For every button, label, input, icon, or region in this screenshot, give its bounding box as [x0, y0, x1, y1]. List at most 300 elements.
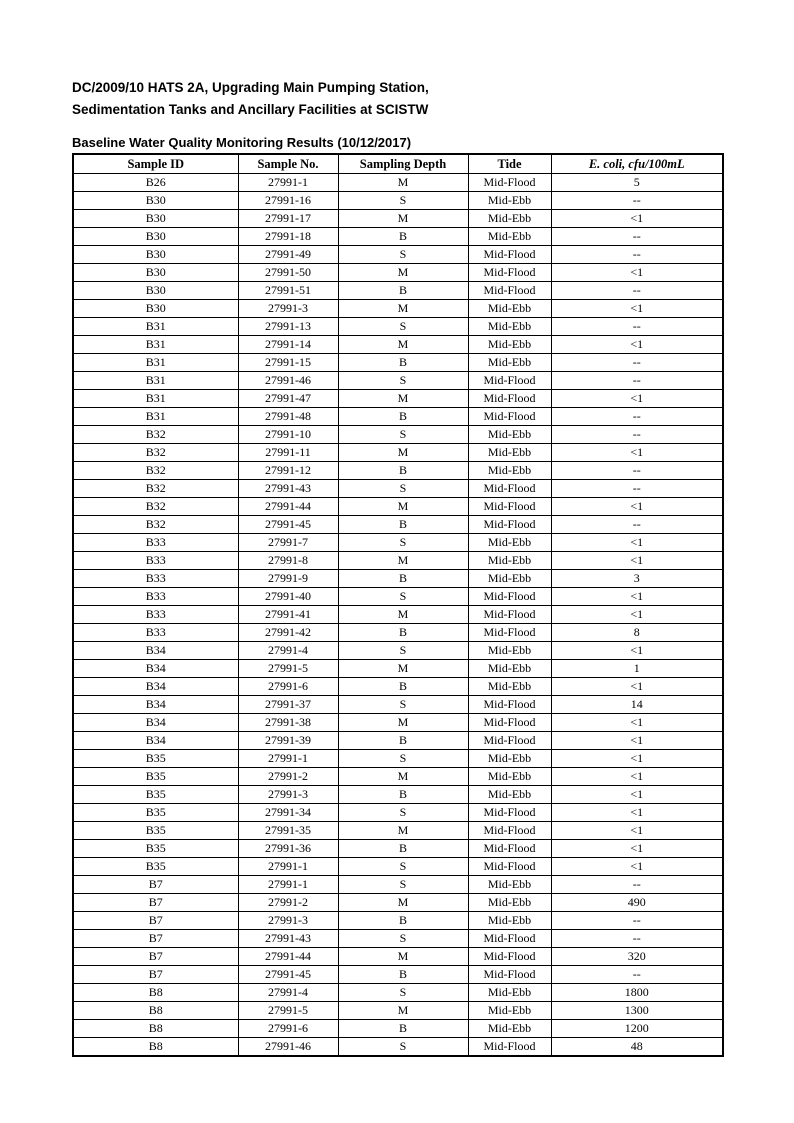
cell-ecoli: <1 [551, 822, 723, 840]
cell-ecoli: -- [551, 246, 723, 264]
cell-tide: Mid-Ebb [468, 786, 551, 804]
cell-sampling-depth: S [338, 750, 468, 768]
cell-sample-no: 27991-43 [238, 930, 338, 948]
cell-sample-id: B8 [73, 1002, 238, 1020]
cell-sampling-depth: M [338, 390, 468, 408]
table-row [73, 426, 723, 444]
cell-ecoli: 48 [551, 1038, 723, 1057]
table-row [73, 552, 723, 570]
cell-sample-no: 27991-2 [238, 894, 338, 912]
cell-sample-id: B35 [73, 840, 238, 858]
cell-sample-no: 27991-1 [238, 858, 338, 876]
cell-tide: Mid-Ebb [468, 660, 551, 678]
cell-tide: Mid-Flood [468, 948, 551, 966]
table-row [73, 606, 723, 624]
cell-sample-no: 27991-5 [238, 1002, 338, 1020]
cell-sample-id: B32 [73, 516, 238, 534]
cell-sample-id: B33 [73, 588, 238, 606]
document-title-line-2: Sedimentation Tanks and Ancillary Facilities at SCISTW [72, 101, 429, 117]
cell-sample-no: 27991-8 [238, 552, 338, 570]
cell-ecoli: <1 [551, 498, 723, 516]
table-row [73, 912, 723, 930]
table-row [73, 462, 723, 480]
table-row [73, 660, 723, 678]
cell-sample-id: B31 [73, 318, 238, 336]
cell-ecoli: <1 [551, 732, 723, 750]
cell-sample-id: B26 [73, 174, 238, 192]
cell-sampling-depth: M [338, 660, 468, 678]
cell-sample-id: B35 [73, 822, 238, 840]
cell-sample-no: 27991-40 [238, 588, 338, 606]
table-row [73, 876, 723, 894]
cell-sample-no: 27991-9 [238, 570, 338, 588]
table-row [73, 300, 723, 318]
column-header-sample-id: Sample ID [73, 154, 238, 174]
cell-ecoli: -- [551, 354, 723, 372]
cell-sample-id: B30 [73, 228, 238, 246]
cell-sample-id: B34 [73, 696, 238, 714]
cell-sample-no: 27991-42 [238, 624, 338, 642]
table-row [73, 678, 723, 696]
cell-sample-no: 27991-5 [238, 660, 338, 678]
cell-ecoli: <1 [551, 678, 723, 696]
cell-ecoli: <1 [551, 552, 723, 570]
table-row [73, 948, 723, 966]
cell-ecoli: 320 [551, 948, 723, 966]
cell-sample-id: B7 [73, 966, 238, 984]
cell-sample-id: B34 [73, 714, 238, 732]
cell-ecoli: <1 [551, 336, 723, 354]
cell-ecoli: -- [551, 876, 723, 894]
cell-sample-id: B33 [73, 552, 238, 570]
cell-ecoli: <1 [551, 714, 723, 732]
table-row [73, 390, 723, 408]
document-title [72, 77, 722, 120]
cell-sampling-depth: S [338, 1038, 468, 1057]
cell-sample-id: B35 [73, 786, 238, 804]
cell-sample-id: B7 [73, 894, 238, 912]
cell-sample-no: 27991-12 [238, 462, 338, 480]
cell-sample-no: 27991-3 [238, 786, 338, 804]
cell-tide: Mid-Flood [468, 624, 551, 642]
cell-ecoli: <1 [551, 210, 723, 228]
cell-ecoli: 8 [551, 624, 723, 642]
cell-sample-id: B34 [73, 660, 238, 678]
cell-sampling-depth: B [338, 228, 468, 246]
table-row [73, 966, 723, 984]
cell-sample-id: B32 [73, 444, 238, 462]
cell-tide: Mid-Ebb [468, 678, 551, 696]
cell-sample-no: 27991-45 [238, 966, 338, 984]
cell-ecoli: <1 [551, 804, 723, 822]
cell-sample-no: 27991-39 [238, 732, 338, 750]
table-row [73, 372, 723, 390]
cell-tide: Mid-Ebb [468, 426, 551, 444]
table-row [73, 786, 723, 804]
cell-sampling-depth: M [338, 948, 468, 966]
cell-sample-id: B35 [73, 750, 238, 768]
cell-ecoli: <1 [551, 786, 723, 804]
table-row [73, 210, 723, 228]
cell-ecoli: 1 [551, 660, 723, 678]
cell-sampling-depth: M [338, 498, 468, 516]
cell-ecoli: <1 [551, 606, 723, 624]
cell-tide: Mid-Flood [468, 966, 551, 984]
cell-sample-no: 27991-51 [238, 282, 338, 300]
cell-sample-no: 27991-15 [238, 354, 338, 372]
cell-sample-no: 27991-1 [238, 876, 338, 894]
cell-sample-no: 27991-34 [238, 804, 338, 822]
cell-sample-no: 27991-46 [238, 1038, 338, 1057]
cell-sampling-depth: M [338, 264, 468, 282]
cell-sample-id: B32 [73, 498, 238, 516]
cell-sampling-depth: S [338, 318, 468, 336]
cell-sample-no: 27991-43 [238, 480, 338, 498]
cell-tide: Mid-Flood [468, 498, 551, 516]
table-row [73, 588, 723, 606]
cell-sampling-depth: S [338, 696, 468, 714]
cell-tide: Mid-Flood [468, 606, 551, 624]
table-row [73, 264, 723, 282]
cell-tide: Mid-Ebb [468, 192, 551, 210]
cell-ecoli: -- [551, 912, 723, 930]
cell-ecoli: <1 [551, 444, 723, 462]
cell-sampling-depth: B [338, 1020, 468, 1038]
cell-sampling-depth: M [338, 822, 468, 840]
cell-sample-id: B8 [73, 984, 238, 1002]
cell-sample-no: 27991-49 [238, 246, 338, 264]
cell-sample-no: 27991-6 [238, 1020, 338, 1038]
cell-sample-no: 27991-17 [238, 210, 338, 228]
cell-sample-id: B34 [73, 642, 238, 660]
cell-sample-id: B35 [73, 858, 238, 876]
cell-sample-no: 27991-14 [238, 336, 338, 354]
cell-tide: Mid-Flood [468, 822, 551, 840]
cell-ecoli: 3 [551, 570, 723, 588]
cell-tide: Mid-Flood [468, 588, 551, 606]
cell-sample-no: 27991-18 [238, 228, 338, 246]
cell-ecoli: <1 [551, 300, 723, 318]
cell-sample-id: B30 [73, 264, 238, 282]
cell-ecoli: -- [551, 318, 723, 336]
table-row [73, 750, 723, 768]
cell-ecoli: -- [551, 966, 723, 984]
cell-sample-id: B31 [73, 408, 238, 426]
cell-sample-no: 27991-47 [238, 390, 338, 408]
table-row [73, 1002, 723, 1020]
cell-sample-no: 27991-3 [238, 912, 338, 930]
table-row [73, 516, 723, 534]
cell-ecoli: 1300 [551, 1002, 723, 1020]
cell-tide: Mid-Ebb [468, 552, 551, 570]
cell-sample-no: 27991-10 [238, 426, 338, 444]
table-row [73, 822, 723, 840]
cell-sample-id: B30 [73, 210, 238, 228]
cell-tide: Mid-Ebb [468, 984, 551, 1002]
cell-sampling-depth: M [338, 606, 468, 624]
cell-sample-no: 27991-11 [238, 444, 338, 462]
cell-sample-no: 27991-1 [238, 750, 338, 768]
cell-sample-no: 27991-4 [238, 984, 338, 1002]
column-header-sampling-depth: Sampling Depth [338, 154, 468, 174]
cell-sample-no: 27991-3 [238, 300, 338, 318]
cell-sample-no: 27991-7 [238, 534, 338, 552]
cell-sample-no: 27991-6 [238, 678, 338, 696]
cell-tide: Mid-Ebb [468, 1020, 551, 1038]
table-row [73, 174, 723, 192]
cell-tide: Mid-Flood [468, 930, 551, 948]
table-row [73, 408, 723, 426]
cell-sample-no: 27991-48 [238, 408, 338, 426]
cell-ecoli: -- [551, 408, 723, 426]
cell-sampling-depth: S [338, 426, 468, 444]
cell-tide: Mid-Ebb [468, 642, 551, 660]
cell-sample-id: B33 [73, 534, 238, 552]
cell-ecoli: 14 [551, 696, 723, 714]
cell-ecoli: 5 [551, 174, 723, 192]
cell-sample-id: B32 [73, 480, 238, 498]
cell-sample-no: 27991-35 [238, 822, 338, 840]
cell-sample-id: B33 [73, 606, 238, 624]
cell-ecoli: -- [551, 930, 723, 948]
cell-sample-id: B31 [73, 336, 238, 354]
results-table [72, 153, 724, 1057]
cell-sample-id: B32 [73, 462, 238, 480]
cell-ecoli: 1800 [551, 984, 723, 1002]
cell-sample-no: 27991-13 [238, 318, 338, 336]
cell-sample-no: 27991-50 [238, 264, 338, 282]
cell-ecoli: -- [551, 462, 723, 480]
cell-sample-no: 27991-44 [238, 948, 338, 966]
cell-ecoli: <1 [551, 858, 723, 876]
table-row [73, 984, 723, 1002]
cell-sample-id: B31 [73, 372, 238, 390]
cell-tide: Mid-Flood [468, 516, 551, 534]
cell-sample-id: B30 [73, 282, 238, 300]
cell-sampling-depth: B [338, 678, 468, 696]
table-row [73, 840, 723, 858]
cell-sampling-depth: S [338, 804, 468, 822]
cell-sample-no: 27991-1 [238, 174, 338, 192]
cell-sampling-depth: S [338, 642, 468, 660]
cell-sample-id: B31 [73, 390, 238, 408]
cell-sampling-depth: M [338, 714, 468, 732]
cell-sample-id: B7 [73, 948, 238, 966]
cell-sample-no: 27991-41 [238, 606, 338, 624]
table-row [73, 534, 723, 552]
cell-sample-id: B30 [73, 300, 238, 318]
cell-tide: Mid-Ebb [468, 912, 551, 930]
cell-tide: Mid-Flood [468, 696, 551, 714]
cell-ecoli: <1 [551, 588, 723, 606]
table-row [73, 318, 723, 336]
cell-sample-id: B33 [73, 624, 238, 642]
cell-tide: Mid-Ebb [468, 750, 551, 768]
cell-tide: Mid-Ebb [468, 534, 551, 552]
table-row [73, 696, 723, 714]
table-row [73, 642, 723, 660]
cell-sampling-depth: S [338, 588, 468, 606]
cell-sampling-depth: B [338, 570, 468, 588]
column-header-sample-no: Sample No. [238, 154, 338, 174]
cell-sampling-depth: B [338, 786, 468, 804]
cell-tide: Mid-Flood [468, 1038, 551, 1057]
cell-tide: Mid-Flood [468, 174, 551, 192]
table-row [73, 246, 723, 264]
cell-tide: Mid-Ebb [468, 336, 551, 354]
cell-ecoli: -- [551, 282, 723, 300]
cell-sampling-depth: S [338, 480, 468, 498]
cell-sampling-depth: M [338, 768, 468, 786]
cell-sampling-depth: B [338, 732, 468, 750]
cell-tide: Mid-Ebb [468, 300, 551, 318]
cell-ecoli: -- [551, 426, 723, 444]
cell-tide: Mid-Flood [468, 408, 551, 426]
cell-sample-id: B32 [73, 426, 238, 444]
cell-sampling-depth: M [338, 210, 468, 228]
cell-sampling-depth: M [338, 174, 468, 192]
cell-ecoli: -- [551, 516, 723, 534]
cell-sampling-depth: M [338, 894, 468, 912]
table-row [73, 1038, 723, 1057]
cell-sample-no: 27991-2 [238, 768, 338, 786]
cell-tide: Mid-Ebb [468, 876, 551, 894]
cell-tide: Mid-Flood [468, 732, 551, 750]
cell-sample-id: B8 [73, 1038, 238, 1057]
cell-sampling-depth: B [338, 624, 468, 642]
cell-tide: Mid-Flood [468, 480, 551, 498]
cell-sample-id: B35 [73, 804, 238, 822]
cell-sample-id: B31 [73, 354, 238, 372]
table-row [73, 732, 723, 750]
cell-sampling-depth: B [338, 408, 468, 426]
table-row [73, 228, 723, 246]
cell-sampling-depth: S [338, 192, 468, 210]
cell-sampling-depth: M [338, 336, 468, 354]
table-row [73, 858, 723, 876]
cell-sampling-depth: B [338, 354, 468, 372]
table-caption: Baseline Water Quality Monitoring Results (10/12/2017) [72, 135, 412, 150]
cell-sampling-depth: S [338, 984, 468, 1002]
cell-tide: Mid-Ebb [468, 462, 551, 480]
cell-sampling-depth: S [338, 534, 468, 552]
cell-sample-no: 27991-38 [238, 714, 338, 732]
table-header [73, 154, 723, 174]
cell-sampling-depth: B [338, 462, 468, 480]
table-row [73, 624, 723, 642]
cell-tide: Mid-Ebb [468, 570, 551, 588]
cell-ecoli: <1 [551, 840, 723, 858]
cell-sampling-depth: B [338, 912, 468, 930]
cell-sampling-depth: S [338, 372, 468, 390]
cell-sample-id: B35 [73, 768, 238, 786]
cell-ecoli: -- [551, 480, 723, 498]
cell-tide: Mid-Flood [468, 858, 551, 876]
cell-ecoli: <1 [551, 750, 723, 768]
cell-tide: Mid-Flood [468, 246, 551, 264]
table-row [73, 192, 723, 210]
cell-sample-id: B7 [73, 876, 238, 894]
table-row [73, 804, 723, 822]
cell-sample-id: B33 [73, 570, 238, 588]
cell-sample-no: 27991-16 [238, 192, 338, 210]
table-row [73, 768, 723, 786]
column-header-tide: Tide [468, 154, 551, 174]
table-row [73, 714, 723, 732]
cell-sampling-depth: S [338, 930, 468, 948]
cell-sampling-depth: B [338, 840, 468, 858]
cell-tide: Mid-Flood [468, 282, 551, 300]
cell-tide: Mid-Flood [468, 372, 551, 390]
cell-sampling-depth: B [338, 282, 468, 300]
cell-sampling-depth: B [338, 966, 468, 984]
table-row [73, 570, 723, 588]
cell-tide: Mid-Flood [468, 714, 551, 732]
cell-tide: Mid-Flood [468, 264, 551, 282]
cell-sample-id: B8 [73, 1020, 238, 1038]
table-row [73, 930, 723, 948]
cell-tide: Mid-Ebb [468, 354, 551, 372]
cell-sampling-depth: M [338, 552, 468, 570]
cell-ecoli: -- [551, 228, 723, 246]
cell-sample-no: 27991-37 [238, 696, 338, 714]
cell-tide: Mid-Flood [468, 840, 551, 858]
cell-sample-id: B7 [73, 912, 238, 930]
cell-sample-id: B30 [73, 246, 238, 264]
cell-sampling-depth: B [338, 516, 468, 534]
cell-tide: Mid-Ebb [468, 768, 551, 786]
cell-sample-no: 27991-44 [238, 498, 338, 516]
cell-ecoli: -- [551, 372, 723, 390]
cell-tide: Mid-Ebb [468, 1002, 551, 1020]
table-row [73, 498, 723, 516]
cell-sample-no: 27991-45 [238, 516, 338, 534]
cell-ecoli: <1 [551, 390, 723, 408]
cell-sampling-depth: M [338, 300, 468, 318]
cell-sampling-depth: M [338, 1002, 468, 1020]
table-header-row [73, 154, 723, 174]
table-row [73, 444, 723, 462]
table-row [73, 336, 723, 354]
cell-sample-no: 27991-36 [238, 840, 338, 858]
cell-sample-no: 27991-46 [238, 372, 338, 390]
cell-tide: Mid-Ebb [468, 318, 551, 336]
table-row [73, 354, 723, 372]
cell-sample-id: B30 [73, 192, 238, 210]
column-header-ecoli: E. coli, cfu/100mL [551, 154, 723, 174]
cell-ecoli: -- [551, 192, 723, 210]
cell-ecoli: <1 [551, 264, 723, 282]
table-row [73, 480, 723, 498]
cell-sample-no: 27991-4 [238, 642, 338, 660]
cell-ecoli: <1 [551, 534, 723, 552]
document-title-line-1: DC/2009/10 HATS 2A, Upgrading Main Pumping Station, [72, 80, 429, 95]
cell-sample-id: B7 [73, 930, 238, 948]
table-row [73, 1020, 723, 1038]
cell-ecoli: 1200 [551, 1020, 723, 1038]
table-row [73, 894, 723, 912]
cell-tide: Mid-Ebb [468, 210, 551, 228]
cell-tide: Mid-Ebb [468, 228, 551, 246]
cell-sampling-depth: S [338, 876, 468, 894]
table-body [73, 174, 723, 1057]
table-row [73, 282, 723, 300]
cell-tide: Mid-Flood [468, 804, 551, 822]
cell-ecoli: <1 [551, 642, 723, 660]
cell-sampling-depth: S [338, 858, 468, 876]
cell-ecoli: <1 [551, 768, 723, 786]
cell-sampling-depth: M [338, 444, 468, 462]
